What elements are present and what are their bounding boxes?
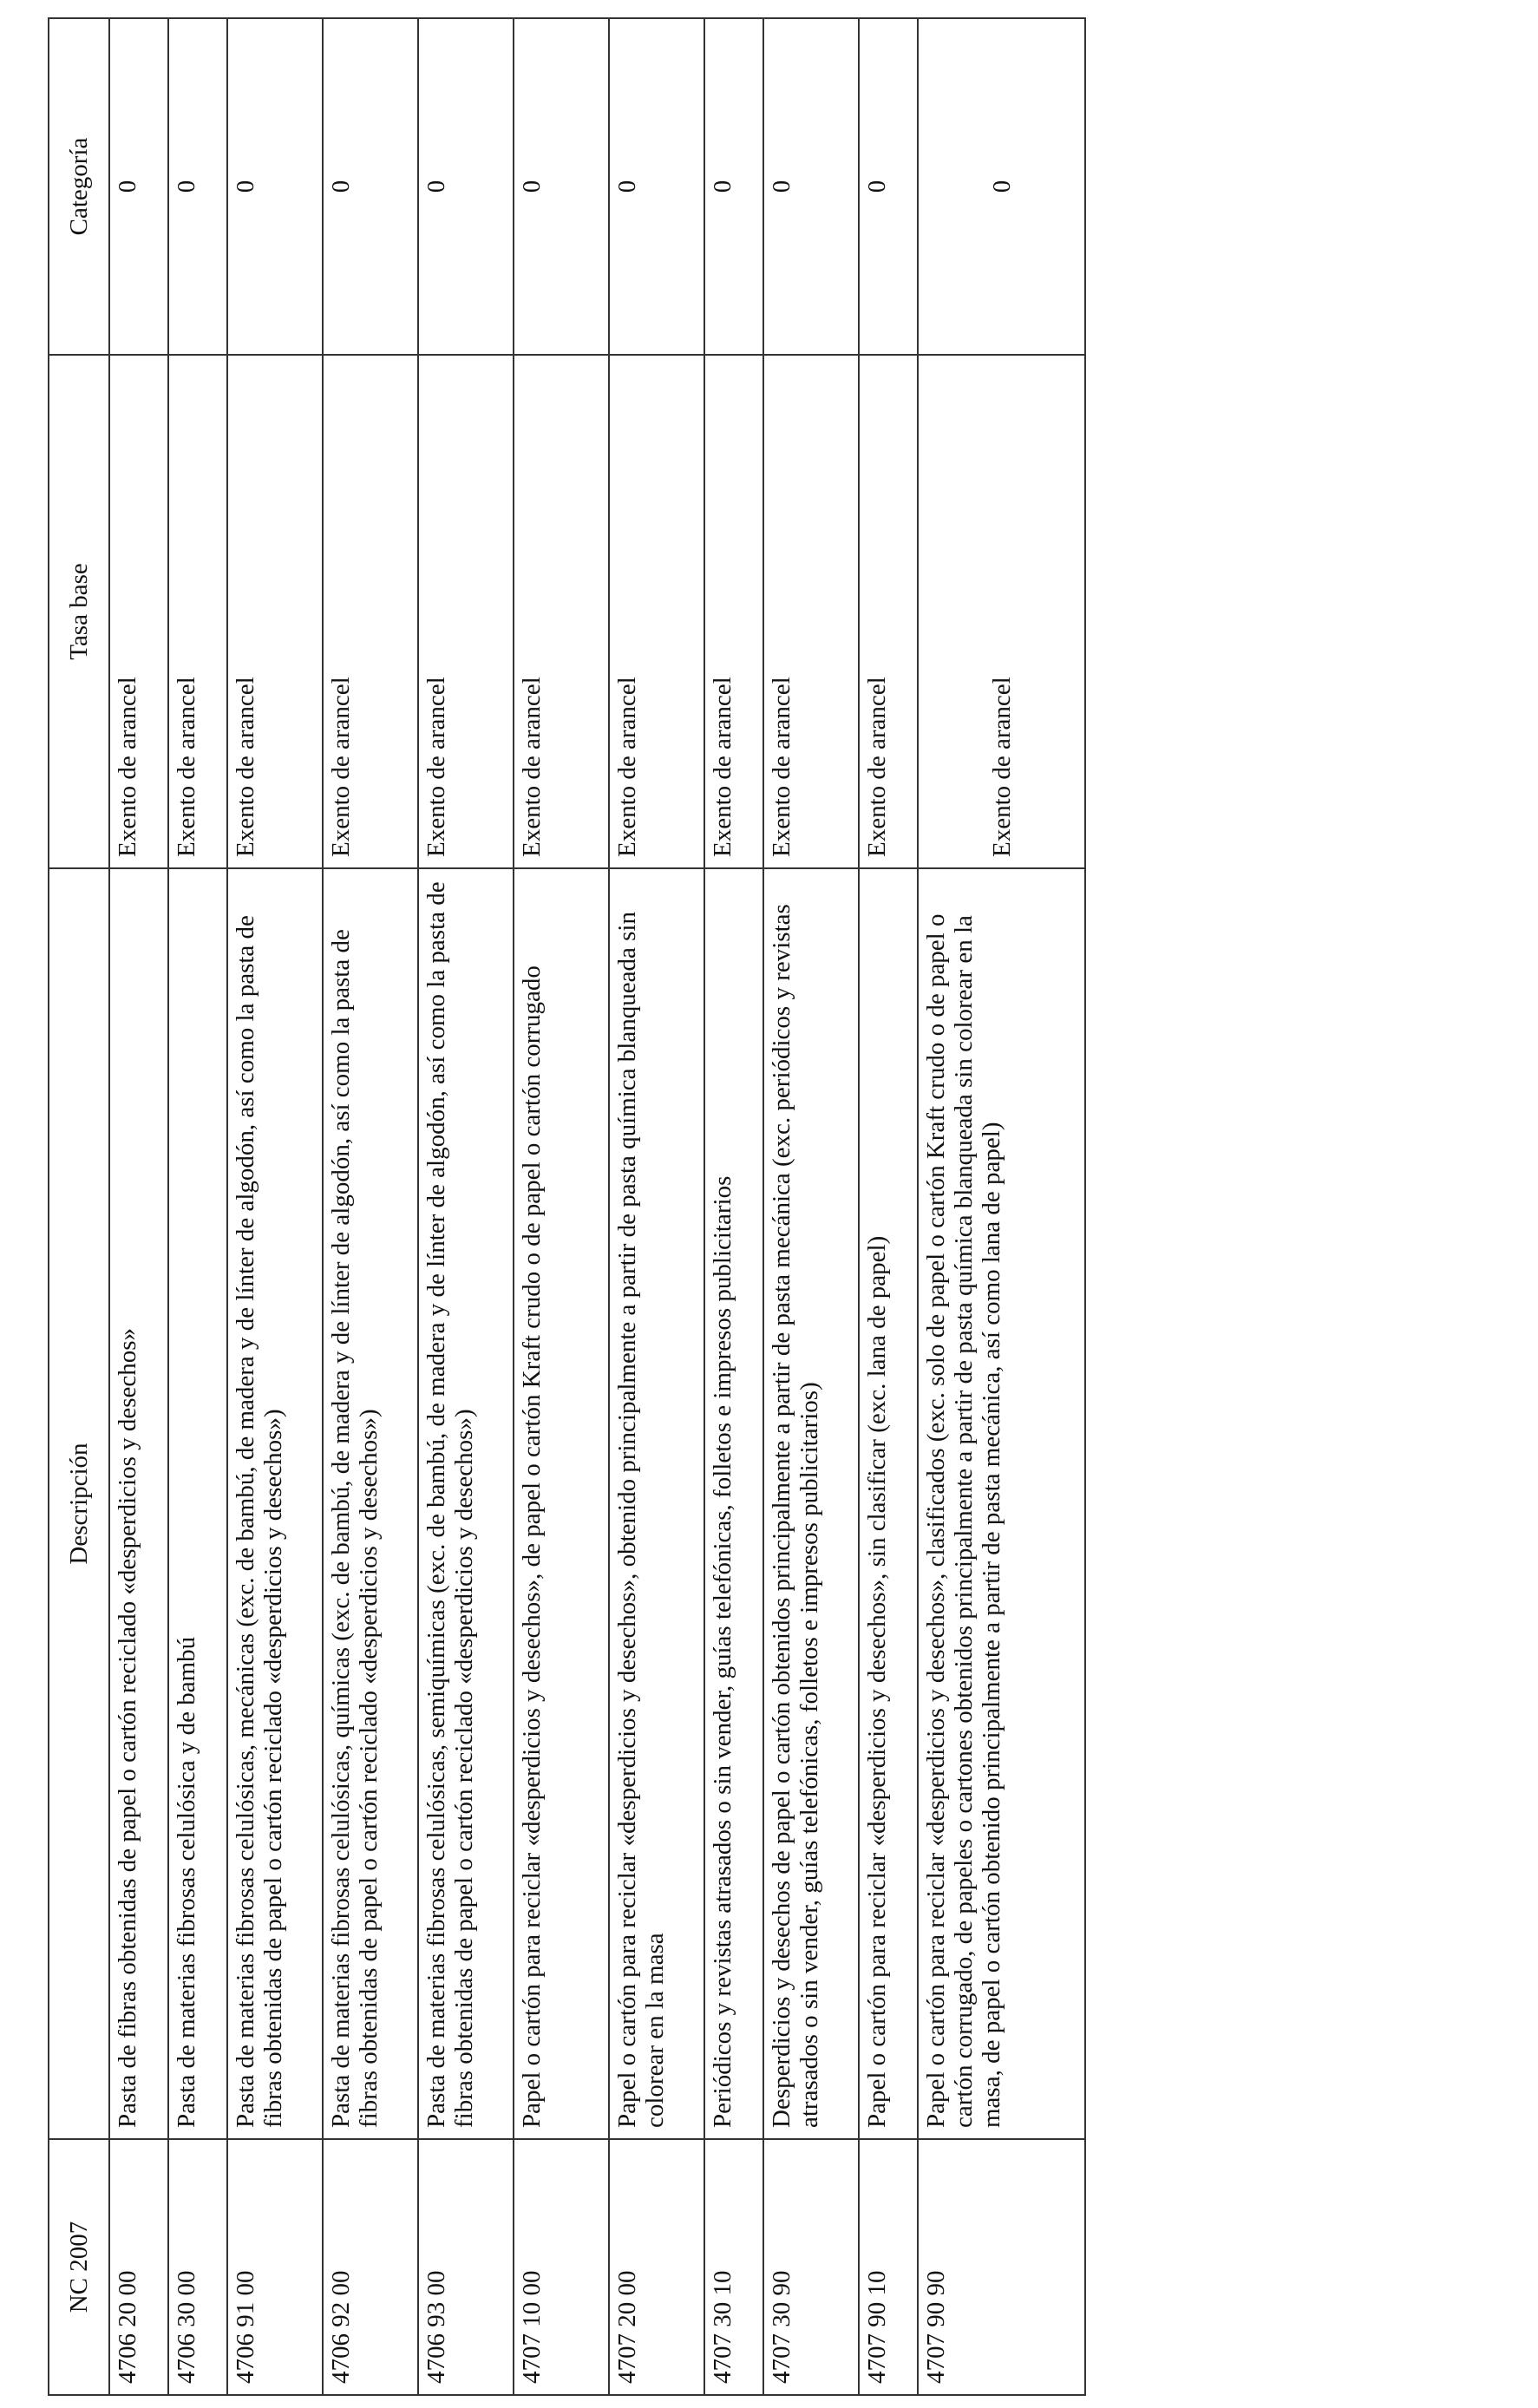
table-row xyxy=(859,18,918,2395)
cell-base-rate: Exento de arancel xyxy=(859,355,918,868)
cell-category: 0 xyxy=(418,18,514,355)
cell-description: Pasta de materias fibrosas celulósicas, semiquímicas (exc. de bambú, de madera y de línter de algodón, así como la pasta de fibras obtenidas de papel o cartón reciclado «desperdicios y desechos») xyxy=(418,868,514,2139)
cell-description: Pasta de materias fibrosas celulósicas, mecánicas (exc. de bambú, de madera y de línter de algodón, así como la pasta de fibras obtenidas de papel o cartón reciclado «desperdicios y desechos») xyxy=(227,868,323,2139)
cell-nc: 4707 90 10 xyxy=(859,2139,918,2395)
cell-base-rate: Exento de arancel xyxy=(763,355,859,868)
table-row xyxy=(763,18,859,2395)
cell-category: 0 xyxy=(704,18,763,355)
cell-base-rate: Exento de arancel xyxy=(109,355,168,868)
table-row xyxy=(109,18,168,2395)
cell-base-rate: Exento de arancel xyxy=(704,355,763,868)
cell-category: 0 xyxy=(763,18,859,355)
cell-nc: 4706 91 00 xyxy=(227,2139,323,2395)
table-row xyxy=(514,18,609,2395)
cell-base-rate: Exento de arancel xyxy=(918,355,1085,868)
cell-base-rate: Exento de arancel xyxy=(168,355,227,868)
cell-category: 0 xyxy=(514,18,609,355)
cell-category: 0 xyxy=(227,18,323,355)
cell-description: Periódicos y revistas atrasados o sin vender, guías telefónicas, folletos e impresos publicitarios xyxy=(704,868,763,2139)
cell-nc: 4707 10 00 xyxy=(514,2139,609,2395)
cell-nc: 4706 93 00 xyxy=(418,2139,514,2395)
cell-nc: 4707 30 10 xyxy=(704,2139,763,2395)
table-row xyxy=(609,18,704,2395)
cell-base-rate: Exento de arancel xyxy=(609,355,704,868)
header-description: Descripción xyxy=(49,868,109,2139)
cell-description: Pasta de fibras obtenidas de papel o cartón reciclado «desperdicios y desechos» xyxy=(109,868,168,2139)
cell-description: Papel o cartón para reciclar «desperdicios y desechos», obtenido principalmente a partir de pasta química blanqueada sin colorear en la masa xyxy=(609,868,704,2139)
cell-nc: 4706 92 00 xyxy=(323,2139,418,2395)
cell-category: 0 xyxy=(323,18,418,355)
cell-category: 0 xyxy=(109,18,168,355)
cell-description: Pasta de materias fibrosas celulósica y de bambú xyxy=(168,868,227,2139)
table-row xyxy=(323,18,418,2395)
cell-base-rate: Exento de arancel xyxy=(227,355,323,868)
cell-nc: 4707 90 90 xyxy=(918,2139,1085,2395)
table-row xyxy=(418,18,514,2395)
table-row xyxy=(227,18,323,2395)
cell-description: Desperdicios y desechos de papel o cartón obtenidos principalmente a partir de pasta mecánica (exc. periódicos y revistas atrasados o sin vender, guías telefónicas, folletos e impresos publicitarios) xyxy=(763,868,859,2139)
cell-nc: 4706 30 00 xyxy=(168,2139,227,2395)
tariff-table xyxy=(48,17,1086,2396)
cell-description: Papel o cartón para reciclar «desperdicios y desechos», sin clasificar (exc. lana de papel) xyxy=(859,868,918,2139)
cell-category: 0 xyxy=(168,18,227,355)
cell-description: Pasta de materias fibrosas celulósicas, químicas (exc. de bambú, de madera y de línter de algodón, así como la pasta de fibras obtenidas de papel o cartón reciclado «desperdicios y desechos») xyxy=(323,868,418,2139)
cell-category: 0 xyxy=(859,18,918,355)
header-nc: NC 2007 xyxy=(49,2139,109,2395)
cell-description: Papel o cartón para reciclar «desperdicios y desechos», clasificados (exc. solo de papel o cartón Kraft crudo o de papel o cartón corrugado, de papeles o cartones obtenidos principalmente a partir de pasta química blanqueada sin colorear en la masa, de papel o cartón obtenido principalmente a partir de pasta mecánica, así como lana de papel) xyxy=(918,868,1085,2139)
tariff-table-rotated xyxy=(48,19,1086,2396)
cell-category: 0 xyxy=(918,18,1085,355)
cell-category: 0 xyxy=(609,18,704,355)
cell-description: Papel o cartón para reciclar «desperdicios y desechos», de papel o cartón Kraft crudo o de papel o cartón corrugado xyxy=(514,868,609,2139)
cell-base-rate: Exento de arancel xyxy=(418,355,514,868)
table-row xyxy=(168,18,227,2395)
cell-nc: 4707 20 00 xyxy=(609,2139,704,2395)
table-row xyxy=(704,18,763,2395)
cell-nc: 4707 30 90 xyxy=(763,2139,859,2395)
table-row xyxy=(918,18,1085,2395)
header-base-rate: Tasa base xyxy=(49,355,109,868)
cell-base-rate: Exento de arancel xyxy=(514,355,609,868)
cell-nc: 4706 20 00 xyxy=(109,2139,168,2395)
table-header-row xyxy=(49,18,109,2395)
page xyxy=(48,19,1538,2384)
header-category: Categoría xyxy=(49,18,109,355)
cell-base-rate: Exento de arancel xyxy=(323,355,418,868)
